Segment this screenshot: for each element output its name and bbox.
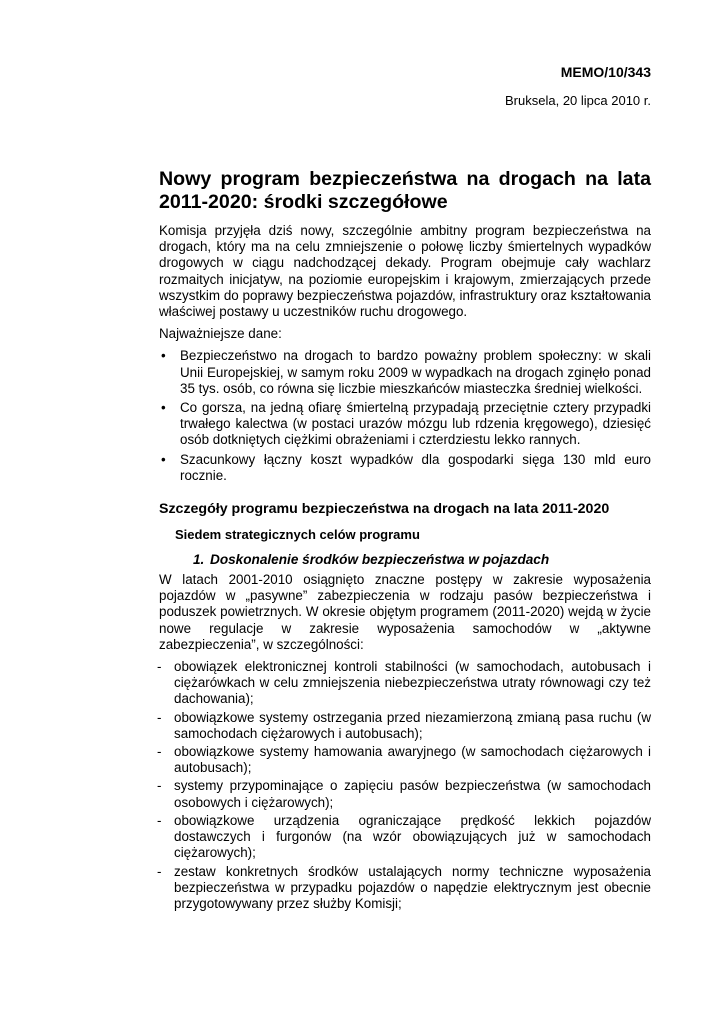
dash-marker: -: [157, 659, 162, 675]
list-item-text: obowiązkowe systemy hamowania awaryjnego (w samochodach ciężarowych i autobusach);: [174, 744, 651, 776]
subsection-heading: Siedem strategicznych celów programu: [175, 527, 420, 543]
list-item: [157, 659, 651, 708]
date-line: Bruksela, 20 lipca 2010 r.: [505, 93, 651, 108]
intro-paragraph: Komisja przyjęła dziś nowy, szczególnie ambitny program bezpieczeństwa na drogach, który ma na celu zmniejszenie o połowę liczby śmiertelnych wypadków drogowych w ciągu nadchodzącej dekady. Program obejmuje cały wachlarz rozmaitych inicjatyw, na poziomie europejskim i krajowym, zmierzających przede wszystkim do poprawy bezpieczeństwa pojazdów, infrastruktury oraz kształtowania właściwej postawy u uczestników ruchu drogowego.: [159, 223, 651, 320]
list-item: [157, 744, 651, 776]
memo-id: MEMO/10/343: [560, 64, 651, 80]
measures-list: [157, 659, 651, 912]
objective-number: 1.: [193, 552, 205, 568]
dash-marker: -: [157, 812, 162, 828]
list-item-text: zestaw konkretnych środków ustalających normy techniczne wyposażenia bezpieczeństwa w przypadku pojazdów o napędzie elektrycznym jest obecnie przygotowywany przez służby Komisji;: [174, 863, 651, 911]
objective-heading: [193, 552, 651, 568]
objective-intro: W latach 2001-2010 osiągnięto znaczne postępy w zakresie wyposażenia pojazdów w „pasywne” zabezpieczenia w rodzaju pasów bezpieczeństwa i poduszek powietrznych. W okresie objętym programem (2011-2020) wejdą w życie nowe regulacje w zakresie wyposażenia samochodów w „aktywne zabezpieczenia”, w szczególności:: [159, 572, 651, 652]
list-item: [157, 710, 651, 742]
key-data-label: Najważniejsze dane:: [159, 326, 282, 342]
bullet-marker: •: [161, 400, 166, 416]
dash-marker: -: [157, 709, 162, 725]
list-item-text: Bezpieczeństwo na drogach to bardzo poważny problem społeczny: w skali Unii Europejskiej, w samym roku 2009 w wypadkach na drogach zginęło ponad 35 tys. osób, co równa się liczbie mieszkańców miasteczka średniej wielkości.: [180, 348, 651, 396]
list-item-text: Szacunkowy łączny koszt wypadków dla gospodarki sięga 130 mld euro rocznie.: [180, 451, 651, 483]
bullet-marker: •: [161, 451, 166, 467]
dash-marker: -: [157, 863, 162, 879]
list-item: [157, 864, 651, 913]
document-body: [159, 168, 651, 914]
dash-marker: -: [157, 778, 162, 794]
list-item-text: obowiązkowe urządzenia ograniczające prędkość lekkich pojazdów dostawczych i furgonów (na wzór obowiązujących już w samochodach ciężarowych);: [174, 812, 651, 861]
document-title: Nowy program bezpieczeństwa na drogach na lata 2011-2020: środki szczegółowe: [159, 168, 651, 213]
list-item-text: obowiązek elektronicznej kontroli stabilności (w samochodach, autobusach i ciężarówkach w celu zmniejszenia niebezpieczeństwa utraty równowagi czy też dachowania);: [174, 659, 651, 707]
list-item: [157, 778, 651, 810]
list-item-text: systemy przypominające o zapięciu pasów bezpieczeństwa (w samochodach osobowych i ciężarowych);: [174, 778, 651, 810]
list-item-text: Co gorsza, na jedną ofiarę śmiertelną przypadają przeciętnie cztery przypadki trwałego kalectwa (w postaci urazów mózgu lub rdzenia kręgowego), dziesięć osób dotkniętych ciężkimi obrażeniami i czterdziestu lekko rannych.: [180, 400, 651, 448]
dash-marker: -: [157, 744, 162, 760]
list-item: [159, 348, 651, 397]
section-heading: Szczegóły programu bezpieczeństwa na drogach na lata 2011-2020: [159, 501, 610, 518]
list-item-text: obowiązkowe systemy ostrzegania przed niezamierzoną zmianą pasa ruchu (w samochodach ciężarowych i autobusach);: [174, 709, 651, 741]
objective-title: Doskonalenie środków bezpieczeństwa w pojazdach: [210, 552, 550, 568]
bullet-marker: •: [161, 348, 166, 364]
list-item: [157, 813, 651, 862]
list-item: [159, 452, 651, 484]
key-points-list: [159, 348, 651, 484]
list-item: [159, 400, 651, 449]
